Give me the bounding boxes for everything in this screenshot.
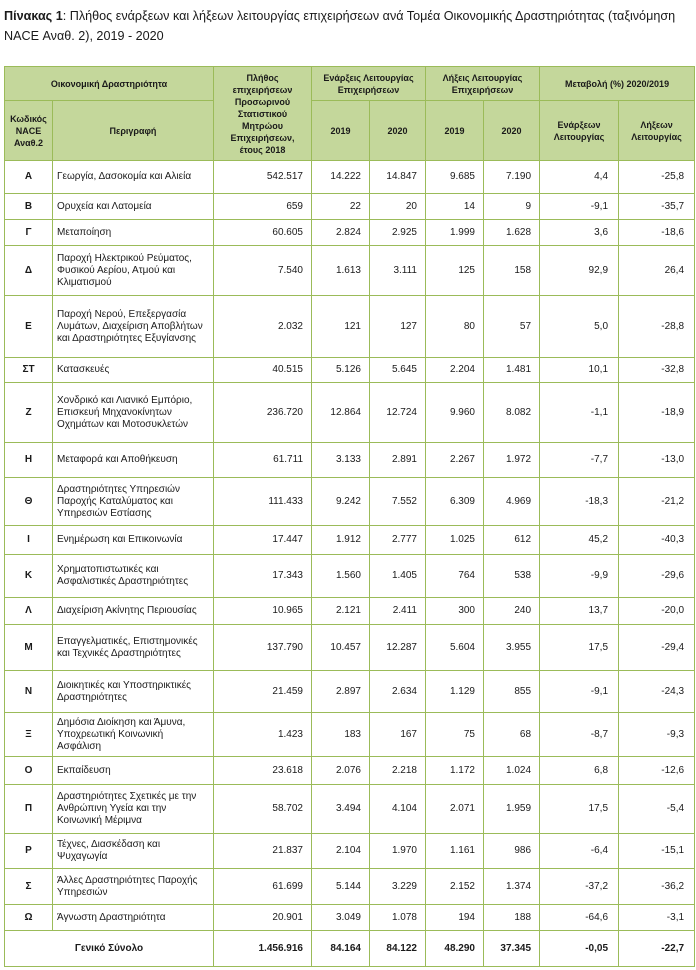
row-ends-2020: 240 bbox=[484, 598, 540, 625]
row-starts-2020: 4.104 bbox=[370, 785, 426, 834]
header-change: Μεταβολή (%) 2020/2019 bbox=[540, 67, 695, 101]
row-ends-2020: 1.628 bbox=[484, 220, 540, 246]
table-row bbox=[5, 246, 695, 296]
row-change-ends: -13,0 bbox=[619, 443, 695, 478]
row-starts-2020: 5.645 bbox=[370, 358, 426, 383]
row-code: Ω bbox=[5, 905, 53, 931]
row-change-ends: -12,6 bbox=[619, 757, 695, 785]
row-count-2018: 60.605 bbox=[214, 220, 312, 246]
business-starts-ends-table bbox=[4, 66, 695, 967]
table-row bbox=[5, 785, 695, 834]
row-starts-2019: 22 bbox=[312, 194, 370, 220]
row-ends-2019: 1.172 bbox=[426, 757, 484, 785]
row-starts-2020: 167 bbox=[370, 713, 426, 757]
row-ends-2019: 14 bbox=[426, 194, 484, 220]
row-code: Ξ bbox=[5, 713, 53, 757]
row-code: Ο bbox=[5, 757, 53, 785]
row-description: Παροχή Νερού, Επεξεργασία Λυμάτων, Διαχείριση Αποβλήτων και Δραστηριότητες Εξυγίανσης bbox=[53, 296, 214, 358]
table-row bbox=[5, 296, 695, 358]
row-starts-2019: 121 bbox=[312, 296, 370, 358]
row-count-2018: 58.702 bbox=[214, 785, 312, 834]
row-change-starts: 4,4 bbox=[540, 161, 619, 194]
table-caption bbox=[4, 6, 692, 46]
row-starts-2019: 2.824 bbox=[312, 220, 370, 246]
table-row bbox=[5, 220, 695, 246]
row-ends-2020: 57 bbox=[484, 296, 540, 358]
row-code: Η bbox=[5, 443, 53, 478]
row-change-ends: -5,4 bbox=[619, 785, 695, 834]
row-ends-2020: 1.972 bbox=[484, 443, 540, 478]
row-ends-2020: 1.959 bbox=[484, 785, 540, 834]
header-ends: Λήξεις Λειτουργίας Επιχειρήσεων bbox=[426, 67, 540, 101]
total-starts-2019: 84.164 bbox=[312, 931, 370, 967]
row-change-starts: -8,7 bbox=[540, 713, 619, 757]
row-count-2018: 61.699 bbox=[214, 869, 312, 905]
row-description: Δημόσια Διοίκηση και Άμυνα, Υποχρεωτική Κοινωνική Ασφάλιση bbox=[53, 713, 214, 757]
row-description: Χρηματοπιστωτικές και Ασφαλιστικές Δραστηριότητες bbox=[53, 555, 214, 598]
total-starts-2020: 84.122 bbox=[370, 931, 426, 967]
header-starts: Ενάρξεις Λειτουργίας Επιχειρήσεων bbox=[312, 67, 426, 101]
row-description: Γεωργία, Δασοκομία και Αλιεία bbox=[53, 161, 214, 194]
table-row bbox=[5, 757, 695, 785]
row-change-starts: 6,8 bbox=[540, 757, 619, 785]
row-count-2018: 2.032 bbox=[214, 296, 312, 358]
total-label: Γενικό Σύνολο bbox=[5, 931, 214, 967]
row-change-ends: -18,6 bbox=[619, 220, 695, 246]
row-starts-2019: 10.457 bbox=[312, 625, 370, 671]
row-starts-2020: 3.229 bbox=[370, 869, 426, 905]
row-description: Μεταφορά και Αποθήκευση bbox=[53, 443, 214, 478]
row-ends-2020: 1.374 bbox=[484, 869, 540, 905]
table-row bbox=[5, 555, 695, 598]
row-change-ends: -20,0 bbox=[619, 598, 695, 625]
row-starts-2019: 183 bbox=[312, 713, 370, 757]
row-ends-2019: 2.204 bbox=[426, 358, 484, 383]
row-starts-2019: 3.133 bbox=[312, 443, 370, 478]
row-starts-2020: 14.847 bbox=[370, 161, 426, 194]
row-starts-2019: 2.076 bbox=[312, 757, 370, 785]
row-description: Άλλες Δραστηριότητες Παροχής Υπηρεσιών bbox=[53, 869, 214, 905]
row-starts-2020: 2.891 bbox=[370, 443, 426, 478]
row-ends-2019: 2.152 bbox=[426, 869, 484, 905]
table-row bbox=[5, 834, 695, 869]
row-ends-2019: 300 bbox=[426, 598, 484, 625]
row-ends-2019: 125 bbox=[426, 246, 484, 296]
row-ends-2019: 1.129 bbox=[426, 671, 484, 713]
row-ends-2020: 1.481 bbox=[484, 358, 540, 383]
row-code: Β bbox=[5, 194, 53, 220]
row-count-2018: 61.711 bbox=[214, 443, 312, 478]
row-ends-2020: 7.190 bbox=[484, 161, 540, 194]
row-starts-2019: 3.494 bbox=[312, 785, 370, 834]
row-starts-2019: 5.126 bbox=[312, 358, 370, 383]
row-ends-2019: 9.685 bbox=[426, 161, 484, 194]
table-row bbox=[5, 194, 695, 220]
row-change-ends: -28,8 bbox=[619, 296, 695, 358]
row-code: Σ bbox=[5, 869, 53, 905]
row-code: Θ bbox=[5, 478, 53, 526]
row-change-starts: -6,4 bbox=[540, 834, 619, 869]
header-count: Πλήθος επιχειρήσεων Προσωρινού Στατιστικού Μητρώου Επιχειρήσεων, έτους 2018 bbox=[214, 67, 312, 161]
row-change-starts: 17,5 bbox=[540, 785, 619, 834]
row-ends-2019: 2.071 bbox=[426, 785, 484, 834]
row-ends-2020: 855 bbox=[484, 671, 540, 713]
row-description: Ενημέρωση και Επικοινωνία bbox=[53, 526, 214, 555]
total-ends-2019: 48.290 bbox=[426, 931, 484, 967]
row-starts-2019: 1.613 bbox=[312, 246, 370, 296]
row-description: Επαγγελματικές, Επιστημονικές και Τεχνικές Δραστηριότητες bbox=[53, 625, 214, 671]
table-row bbox=[5, 905, 695, 931]
row-starts-2020: 1.405 bbox=[370, 555, 426, 598]
row-count-2018: 21.837 bbox=[214, 834, 312, 869]
row-change-starts: -9,1 bbox=[540, 671, 619, 713]
row-change-ends: -21,2 bbox=[619, 478, 695, 526]
row-count-2018: 236.720 bbox=[214, 383, 312, 443]
total-change-starts: -0,05 bbox=[540, 931, 619, 967]
row-description: Ορυχεία και Λατομεία bbox=[53, 194, 214, 220]
row-count-2018: 23.618 bbox=[214, 757, 312, 785]
row-starts-2019: 2.104 bbox=[312, 834, 370, 869]
header-change-starts: Ενάρξεων Λειτουργίας bbox=[540, 101, 619, 161]
row-code: Λ bbox=[5, 598, 53, 625]
table-row bbox=[5, 671, 695, 713]
row-change-starts: 92,9 bbox=[540, 246, 619, 296]
row-change-starts: 10,1 bbox=[540, 358, 619, 383]
row-change-ends: -18,9 bbox=[619, 383, 695, 443]
total-row bbox=[5, 931, 695, 967]
row-count-2018: 20.901 bbox=[214, 905, 312, 931]
row-change-starts: -9,9 bbox=[540, 555, 619, 598]
total-ends-2020: 37.345 bbox=[484, 931, 540, 967]
total-count: 1.456.916 bbox=[214, 931, 312, 967]
row-ends-2019: 5.604 bbox=[426, 625, 484, 671]
row-change-starts: -7,7 bbox=[540, 443, 619, 478]
row-code: Κ bbox=[5, 555, 53, 598]
table-row bbox=[5, 598, 695, 625]
row-code: Π bbox=[5, 785, 53, 834]
row-starts-2020: 12.287 bbox=[370, 625, 426, 671]
row-change-ends: -29,4 bbox=[619, 625, 695, 671]
row-count-2018: 10.965 bbox=[214, 598, 312, 625]
row-count-2018: 21.459 bbox=[214, 671, 312, 713]
row-code: Ι bbox=[5, 526, 53, 555]
row-starts-2019: 2.897 bbox=[312, 671, 370, 713]
header-activity: Οικονομική Δραστηριότητα bbox=[5, 67, 214, 101]
row-count-2018: 1.423 bbox=[214, 713, 312, 757]
row-ends-2020: 986 bbox=[484, 834, 540, 869]
row-change-starts: -9,1 bbox=[540, 194, 619, 220]
row-code: Ν bbox=[5, 671, 53, 713]
row-count-2018: 7.540 bbox=[214, 246, 312, 296]
row-starts-2020: 2.925 bbox=[370, 220, 426, 246]
table-row bbox=[5, 443, 695, 478]
row-code: ΣΤ bbox=[5, 358, 53, 383]
row-starts-2020: 2.634 bbox=[370, 671, 426, 713]
table-row bbox=[5, 526, 695, 555]
row-change-ends: -15,1 bbox=[619, 834, 695, 869]
row-ends-2019: 194 bbox=[426, 905, 484, 931]
row-starts-2020: 12.724 bbox=[370, 383, 426, 443]
row-ends-2019: 764 bbox=[426, 555, 484, 598]
row-description: Διοικητικές και Υποστηρικτικές Δραστηριότητες bbox=[53, 671, 214, 713]
row-starts-2019: 2.121 bbox=[312, 598, 370, 625]
row-count-2018: 659 bbox=[214, 194, 312, 220]
caption-text: : Πλήθος ενάρξεων και λήξεων λειτουργίας επιχειρήσεων ανά Τομέα Οικονομικής Δραστηριότητας (ταξινόμηση NACE Αναθ. 2), 2019 - 2020 bbox=[4, 9, 676, 43]
row-starts-2020: 3.111 bbox=[370, 246, 426, 296]
row-change-ends: -40,3 bbox=[619, 526, 695, 555]
caption-label: Πίνακας 1 bbox=[4, 9, 63, 23]
row-starts-2019: 5.144 bbox=[312, 869, 370, 905]
header-code: Κωδικός NACE Αναθ.2 bbox=[5, 101, 53, 161]
table-row bbox=[5, 478, 695, 526]
row-ends-2020: 9 bbox=[484, 194, 540, 220]
row-description: Εκπαίδευση bbox=[53, 757, 214, 785]
row-description: Παροχή Ηλεκτρικού Ρεύματος, Φυσικού Αερίου, Ατμού και Κλιματισμού bbox=[53, 246, 214, 296]
row-count-2018: 542.517 bbox=[214, 161, 312, 194]
row-ends-2020: 4.969 bbox=[484, 478, 540, 526]
row-count-2018: 137.790 bbox=[214, 625, 312, 671]
row-change-starts: -18,3 bbox=[540, 478, 619, 526]
row-change-ends: 26,4 bbox=[619, 246, 695, 296]
row-ends-2020: 68 bbox=[484, 713, 540, 757]
row-count-2018: 17.343 bbox=[214, 555, 312, 598]
row-ends-2020: 158 bbox=[484, 246, 540, 296]
table-row bbox=[5, 358, 695, 383]
row-ends-2020: 538 bbox=[484, 555, 540, 598]
row-starts-2020: 1.970 bbox=[370, 834, 426, 869]
row-change-ends: -29,6 bbox=[619, 555, 695, 598]
row-change-starts: 3,6 bbox=[540, 220, 619, 246]
row-count-2018: 17.447 bbox=[214, 526, 312, 555]
row-ends-2020: 8.082 bbox=[484, 383, 540, 443]
total-change-ends: -22,7 bbox=[619, 931, 695, 967]
row-description: Δραστηριότητες Σχετικές με την Ανθρώπινη Υγεία και την Κοινωνική Μέριμνα bbox=[53, 785, 214, 834]
row-change-ends: -35,7 bbox=[619, 194, 695, 220]
row-starts-2019: 1.912 bbox=[312, 526, 370, 555]
header-ends-2019: 2019 bbox=[426, 101, 484, 161]
row-description: Μεταποίηση bbox=[53, 220, 214, 246]
table-row bbox=[5, 713, 695, 757]
row-change-starts: 45,2 bbox=[540, 526, 619, 555]
row-change-ends: -25,8 bbox=[619, 161, 695, 194]
row-ends-2019: 2.267 bbox=[426, 443, 484, 478]
row-description: Κατασκευές bbox=[53, 358, 214, 383]
row-ends-2019: 1.161 bbox=[426, 834, 484, 869]
row-code: Δ bbox=[5, 246, 53, 296]
row-ends-2019: 6.309 bbox=[426, 478, 484, 526]
table-body bbox=[5, 161, 695, 931]
row-change-starts: 17,5 bbox=[540, 625, 619, 671]
row-starts-2020: 127 bbox=[370, 296, 426, 358]
row-ends-2020: 3.955 bbox=[484, 625, 540, 671]
header-ends-2020: 2020 bbox=[484, 101, 540, 161]
row-ends-2019: 80 bbox=[426, 296, 484, 358]
row-count-2018: 111.433 bbox=[214, 478, 312, 526]
header-description: Περιγραφή bbox=[53, 101, 214, 161]
row-ends-2020: 188 bbox=[484, 905, 540, 931]
row-change-starts: -1,1 bbox=[540, 383, 619, 443]
row-change-ends: -32,8 bbox=[619, 358, 695, 383]
row-code: Ε bbox=[5, 296, 53, 358]
row-description: Δραστηριότητες Υπηρεσιών Παροχής Καταλύματος και Υπηρεσιών Εστίασης bbox=[53, 478, 214, 526]
header-starts-2020: 2020 bbox=[370, 101, 426, 161]
row-starts-2020: 2.777 bbox=[370, 526, 426, 555]
row-description: Τέχνες, Διασκέδαση και Ψυχαγωγία bbox=[53, 834, 214, 869]
row-code: Ζ bbox=[5, 383, 53, 443]
row-change-starts: -37,2 bbox=[540, 869, 619, 905]
header-starts-2019: 2019 bbox=[312, 101, 370, 161]
row-ends-2019: 1.999 bbox=[426, 220, 484, 246]
row-change-ends: -3,1 bbox=[619, 905, 695, 931]
row-count-2018: 40.515 bbox=[214, 358, 312, 383]
row-change-ends: -9,3 bbox=[619, 713, 695, 757]
table-row bbox=[5, 625, 695, 671]
row-description: Άγνωστη Δραστηριότητα bbox=[53, 905, 214, 931]
row-starts-2020: 20 bbox=[370, 194, 426, 220]
row-starts-2019: 1.560 bbox=[312, 555, 370, 598]
row-code: Ρ bbox=[5, 834, 53, 869]
row-starts-2020: 2.411 bbox=[370, 598, 426, 625]
row-starts-2019: 14.222 bbox=[312, 161, 370, 194]
table-row bbox=[5, 161, 695, 194]
row-change-ends: -36,2 bbox=[619, 869, 695, 905]
row-ends-2019: 9.960 bbox=[426, 383, 484, 443]
row-code: Μ bbox=[5, 625, 53, 671]
row-description: Διαχείριση Ακίνητης Περιουσίας bbox=[53, 598, 214, 625]
row-change-ends: -24,3 bbox=[619, 671, 695, 713]
row-starts-2020: 1.078 bbox=[370, 905, 426, 931]
row-change-starts: 13,7 bbox=[540, 598, 619, 625]
row-description: Χονδρικό και Λιανικό Εμπόριο, Επισκευή Μηχανοκίνητων Οχημάτων και Μοτοσυκλετών bbox=[53, 383, 214, 443]
row-code: Γ bbox=[5, 220, 53, 246]
row-starts-2019: 12.864 bbox=[312, 383, 370, 443]
table-row bbox=[5, 869, 695, 905]
row-ends-2020: 1.024 bbox=[484, 757, 540, 785]
table-row bbox=[5, 383, 695, 443]
row-code: Α bbox=[5, 161, 53, 194]
row-ends-2019: 75 bbox=[426, 713, 484, 757]
row-starts-2019: 9.242 bbox=[312, 478, 370, 526]
row-change-starts: 5,0 bbox=[540, 296, 619, 358]
header-change-ends: Λήξεων Λειτουργίας bbox=[619, 101, 695, 161]
row-starts-2019: 3.049 bbox=[312, 905, 370, 931]
row-ends-2020: 612 bbox=[484, 526, 540, 555]
row-change-starts: -64,6 bbox=[540, 905, 619, 931]
row-ends-2019: 1.025 bbox=[426, 526, 484, 555]
row-starts-2020: 2.218 bbox=[370, 757, 426, 785]
row-starts-2020: 7.552 bbox=[370, 478, 426, 526]
